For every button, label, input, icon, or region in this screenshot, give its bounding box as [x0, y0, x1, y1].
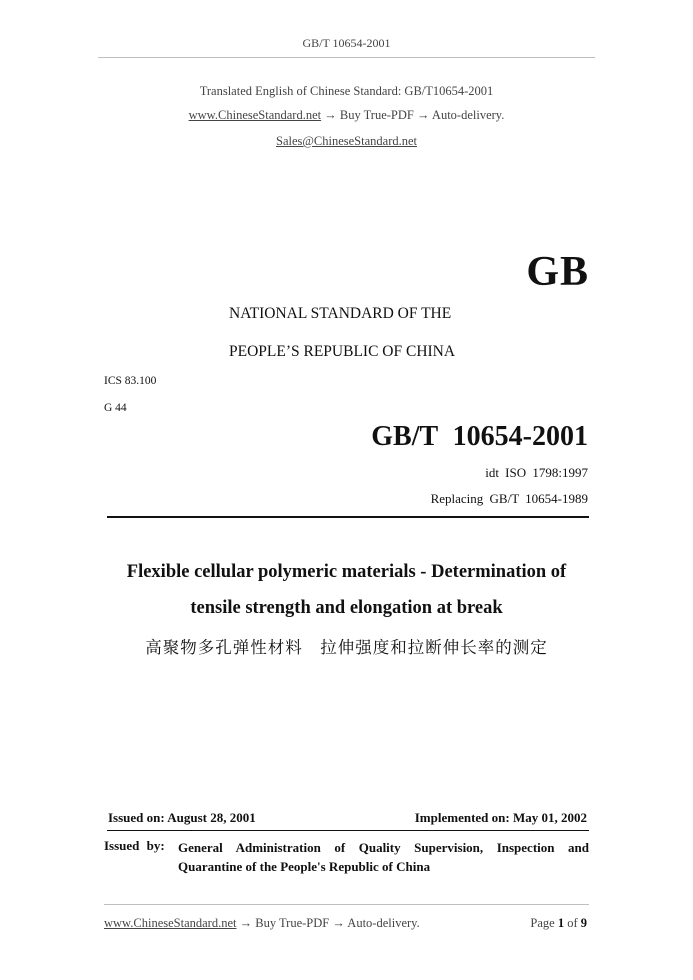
- page-header: GB/T 10654-2001: [302, 36, 391, 50]
- issued-by-label: Issued by:: [104, 838, 165, 853]
- national-standard-line1: NATIONAL STANDARD OF THE: [229, 305, 452, 322]
- gb-mark: GB: [526, 249, 589, 295]
- document-title-line2: tensile strength and elongation at break: [190, 598, 503, 618]
- national-standard-line2: PEOPLE’S REPUBLIC OF CHINA: [229, 343, 456, 360]
- issued-on-date: Issued on: August 28, 2001: [108, 810, 256, 825]
- page-total: 9: [580, 916, 587, 930]
- sales-email-link[interactable]: Sales@ChineseStandard.net: [276, 134, 417, 148]
- website-link[interactable]: www.ChineseStandard.net: [188, 108, 322, 122]
- page-current: 1: [557, 916, 565, 930]
- page-label: Page: [530, 916, 555, 930]
- purchase-line: [0, 108, 693, 123]
- purchase-line-text: → Buy True-PDF → Auto-delivery.: [321, 108, 505, 122]
- standard-number: GB/T 10654-2001: [371, 421, 588, 452]
- translation-notice: Translated English of Chinese Standard: GB/T10654-2001: [199, 84, 494, 98]
- footer-divider: [104, 904, 589, 905]
- replacing-standard: Replacing GB/T 10654-1989: [430, 491, 588, 506]
- issued-by-authority: General Administration of Quality Supervision, Inspection and Quarantine of the People's Republic of China: [178, 840, 589, 874]
- email-line: [0, 134, 693, 149]
- document-title-chinese: 高聚物多孔弹性材料 拉伸强度和拉断伸长率的测定: [145, 638, 548, 657]
- page-indicator: [530, 916, 587, 931]
- document-title-line1: Flexible cellular polymeric materials - Determination of: [126, 562, 567, 582]
- footer-purchase-text: → Buy True-PDF → Auto-delivery.: [236, 916, 420, 930]
- ics-code: ICS 83.100: [104, 375, 157, 387]
- page-of: of: [567, 916, 578, 930]
- title-divider: [107, 516, 589, 518]
- idt-reference: idt ISO 1798:1997: [485, 465, 588, 480]
- footer-website-link[interactable]: www.ChineseStandard.net: [104, 916, 237, 930]
- header-divider: [98, 57, 595, 58]
- implemented-on-date: Implemented on: May 01, 2002: [414, 810, 587, 825]
- issued-by: [104, 838, 589, 876]
- dates-divider: [107, 830, 589, 831]
- footer-purchase-line: [104, 916, 420, 931]
- category-code: G 44: [104, 402, 127, 414]
